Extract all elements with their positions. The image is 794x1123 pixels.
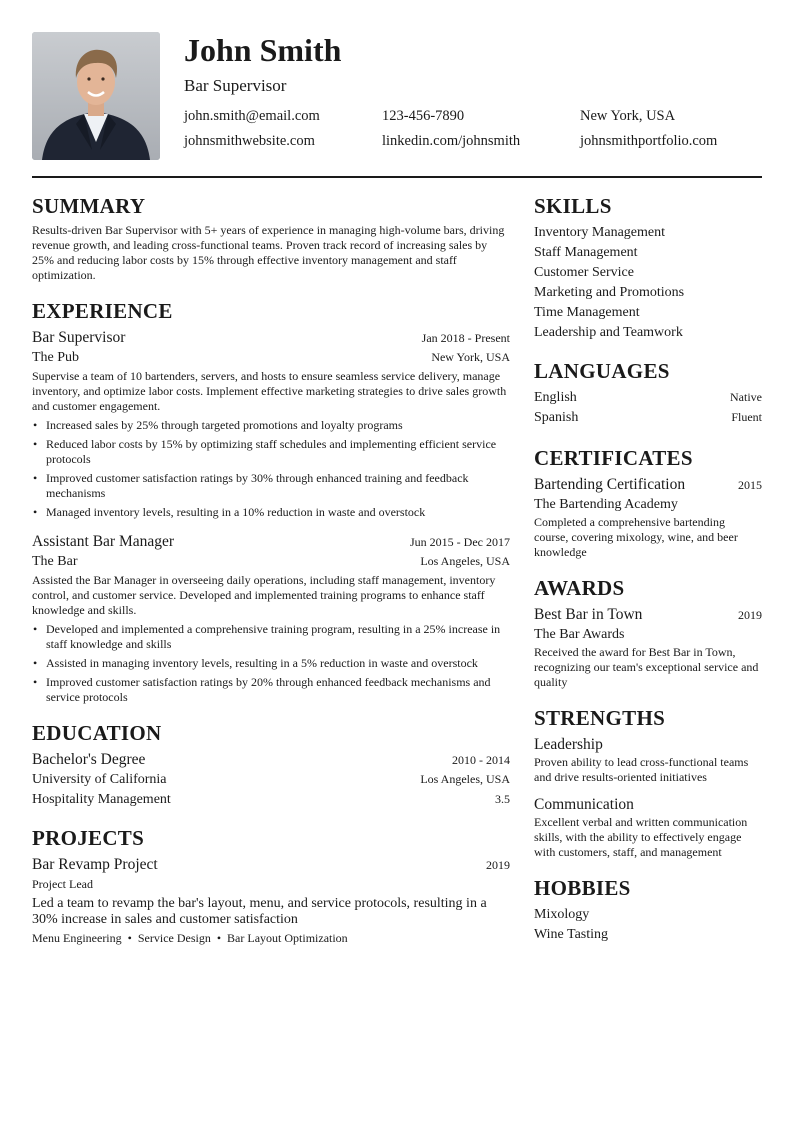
skill-item: Inventory Management [534,225,666,240]
language-level: Native [730,390,762,404]
job-description: Assisted the Bar Manager in overseeing daily operations, including staff management, inventory control, and customer service. Developed and implemented training programs to enhance staff knowledge and skills. [32,573,496,617]
degree: Bachelor's Degree [32,751,146,768]
job-company: The Bar [32,554,78,569]
project-tag: Bar Layout Optimization [227,931,348,945]
contact-phone[interactable]: 123-456-7890 [382,108,465,124]
left-column [32,192,510,946]
language-name: English [534,390,577,405]
achievement-item: • Improved customer satisfaction ratings by 30% through enhanced training and feedback mechanisms [32,471,510,501]
strength-entry [534,735,762,785]
project-entry [32,855,510,946]
summary-heading: SUMMARY [32,194,146,218]
skill-item: Leadership and Teamwork [534,325,683,340]
contact-grid [184,107,762,151]
project-tag: Menu Engineering [32,931,122,945]
job-location: Los Angeles, USA [420,554,510,568]
contact-email[interactable]: john.smith@email.com [184,108,320,124]
project-name: Bar Revamp Project [32,856,158,873]
strength-entry [534,795,762,860]
award-year: 2019 [738,608,762,622]
certificate-description: Completed a comprehensive bartending course, covering mixology, wine, and beer knowledge [534,515,738,559]
project-description: Led a team to revamp the bar's layout, menu, and service protocols, resulting in a 30% increase in sales and customer satisfaction [32,896,487,927]
languages-heading: LANGUAGES [534,359,670,383]
skill-item: Marketing and Promotions [534,285,685,300]
language-name: Spanish [534,410,579,425]
education-entry [32,750,510,810]
header-divider [32,176,762,178]
contact-portfolio[interactable]: johnsmithportfolio.com [580,133,718,149]
profile-photo [32,32,160,160]
job-title: Bar Supervisor [184,76,287,95]
languages-list [534,388,762,428]
hobbies-heading: HOBBIES [534,876,631,900]
job-title: Assistant Bar Manager [32,533,175,550]
strength-description: Excellent verbal and written communication skills, with the ability to effectively engage with customers, staff, and management [534,815,748,859]
contact-location: New York, USA [580,108,676,124]
school: University of California [32,772,167,787]
right-column [534,192,762,945]
job-dates: Jun 2015 - Dec 2017 [410,535,510,549]
certificate-entry [534,475,762,560]
project-role: Project Lead [32,877,93,891]
award-issuer: The Bar Awards [534,627,625,642]
skills-heading: SKILLS [534,194,612,218]
contact-website[interactable]: johnsmithwebsite.com [184,133,315,149]
education-heading: EDUCATION [32,721,162,745]
achievement-item: • Improved customer satisfaction ratings by 20% through enhanced feedback mechanisms and service protocols [32,675,510,705]
certificate-year: 2015 [738,478,762,492]
strengths-heading: STRENGTHS [534,706,666,730]
hobby-item: Mixology [534,907,590,922]
job-entry [32,532,510,705]
job-location: New York, USA [431,350,510,364]
strength-name: Communication [534,796,634,813]
skill-item: Time Management [534,305,640,320]
achievement-item: • Developed and implemented a comprehensive training program, resulting in a 25% increase in staff knowledge and skills [32,622,510,652]
achievement-item: • Reduced labor costs by 15% by optimizing staff schedules and implementing efficient service protocols [32,437,510,467]
achievement-item: • Assisted in managing inventory levels, resulting in a 5% reduction in waste and overstock [32,656,510,671]
skills-list [534,223,762,343]
projects-heading: PROJECTS [32,826,145,850]
award-description: Received the award for Best Bar in Town, recognizing our team's exceptional service and quality [534,645,759,689]
job-company: The Pub [32,350,80,365]
summary-text: Results-driven Bar Supervisor with 5+ years of experience in managing high-volume bars, driving revenue growth, and leading cross-functional teams. Proven track record of increasing sales by 25% and reducing labor costs by 15% through effective inventory management and staff optimization. [32,223,505,282]
strength-name: Leadership [534,736,603,753]
resume-header [32,32,762,160]
project-tags: Menu Engineering • Service Design • Bar Layout Optimization [32,931,348,945]
language-level: Fluent [731,410,762,424]
job-title: Bar Supervisor [32,329,126,346]
contact-linkedin[interactable]: linkedin.com/johnsmith [382,133,521,149]
resume-page [32,32,762,945]
strength-description: Proven ability to lead cross-functional teams and drive results-oriented initiatives [534,755,749,784]
project-year: 2019 [486,858,510,872]
skill-item: Customer Service [534,265,634,280]
job-description: Supervise a team of 10 bartenders, servers, and hosts to ensure seamless service delivery, manage inventory, and optimize labor costs. Implement effective marketing strategies to drive sales growth and customer engagement. [32,369,507,413]
header-info [184,32,762,151]
achievement-item: • Managed inventory levels, resulting in a 10% reduction in waste and overstock [32,505,510,520]
skill-item: Staff Management [534,245,638,260]
award-name: Best Bar in Town [534,606,643,623]
job-dates: Jan 2018 - Present [421,331,510,345]
hobby-item: Wine Tasting [534,927,609,942]
certificate-name: Bartending Certification [534,476,686,493]
full-name: John Smith [184,32,342,68]
job-achievements [32,418,510,520]
award-entry [534,605,762,690]
job-entry [32,328,510,520]
hobbies-list [534,905,762,945]
school-location: Los Angeles, USA [420,772,510,786]
education-dates: 2010 - 2014 [452,753,510,767]
gpa: 3.5 [495,792,510,806]
achievement-item: • Increased sales by 25% through targeted promotions and loyalty programs [32,418,510,433]
awards-heading: AWARDS [534,576,625,600]
certificates-heading: CERTIFICATES [534,446,693,470]
project-tag: Service Design [137,931,211,945]
certificate-issuer: The Bartending Academy [534,497,678,512]
experience-heading: EXPERIENCE [32,299,173,323]
field-of-study: Hospitality Management [32,792,171,807]
job-achievements [32,622,510,705]
